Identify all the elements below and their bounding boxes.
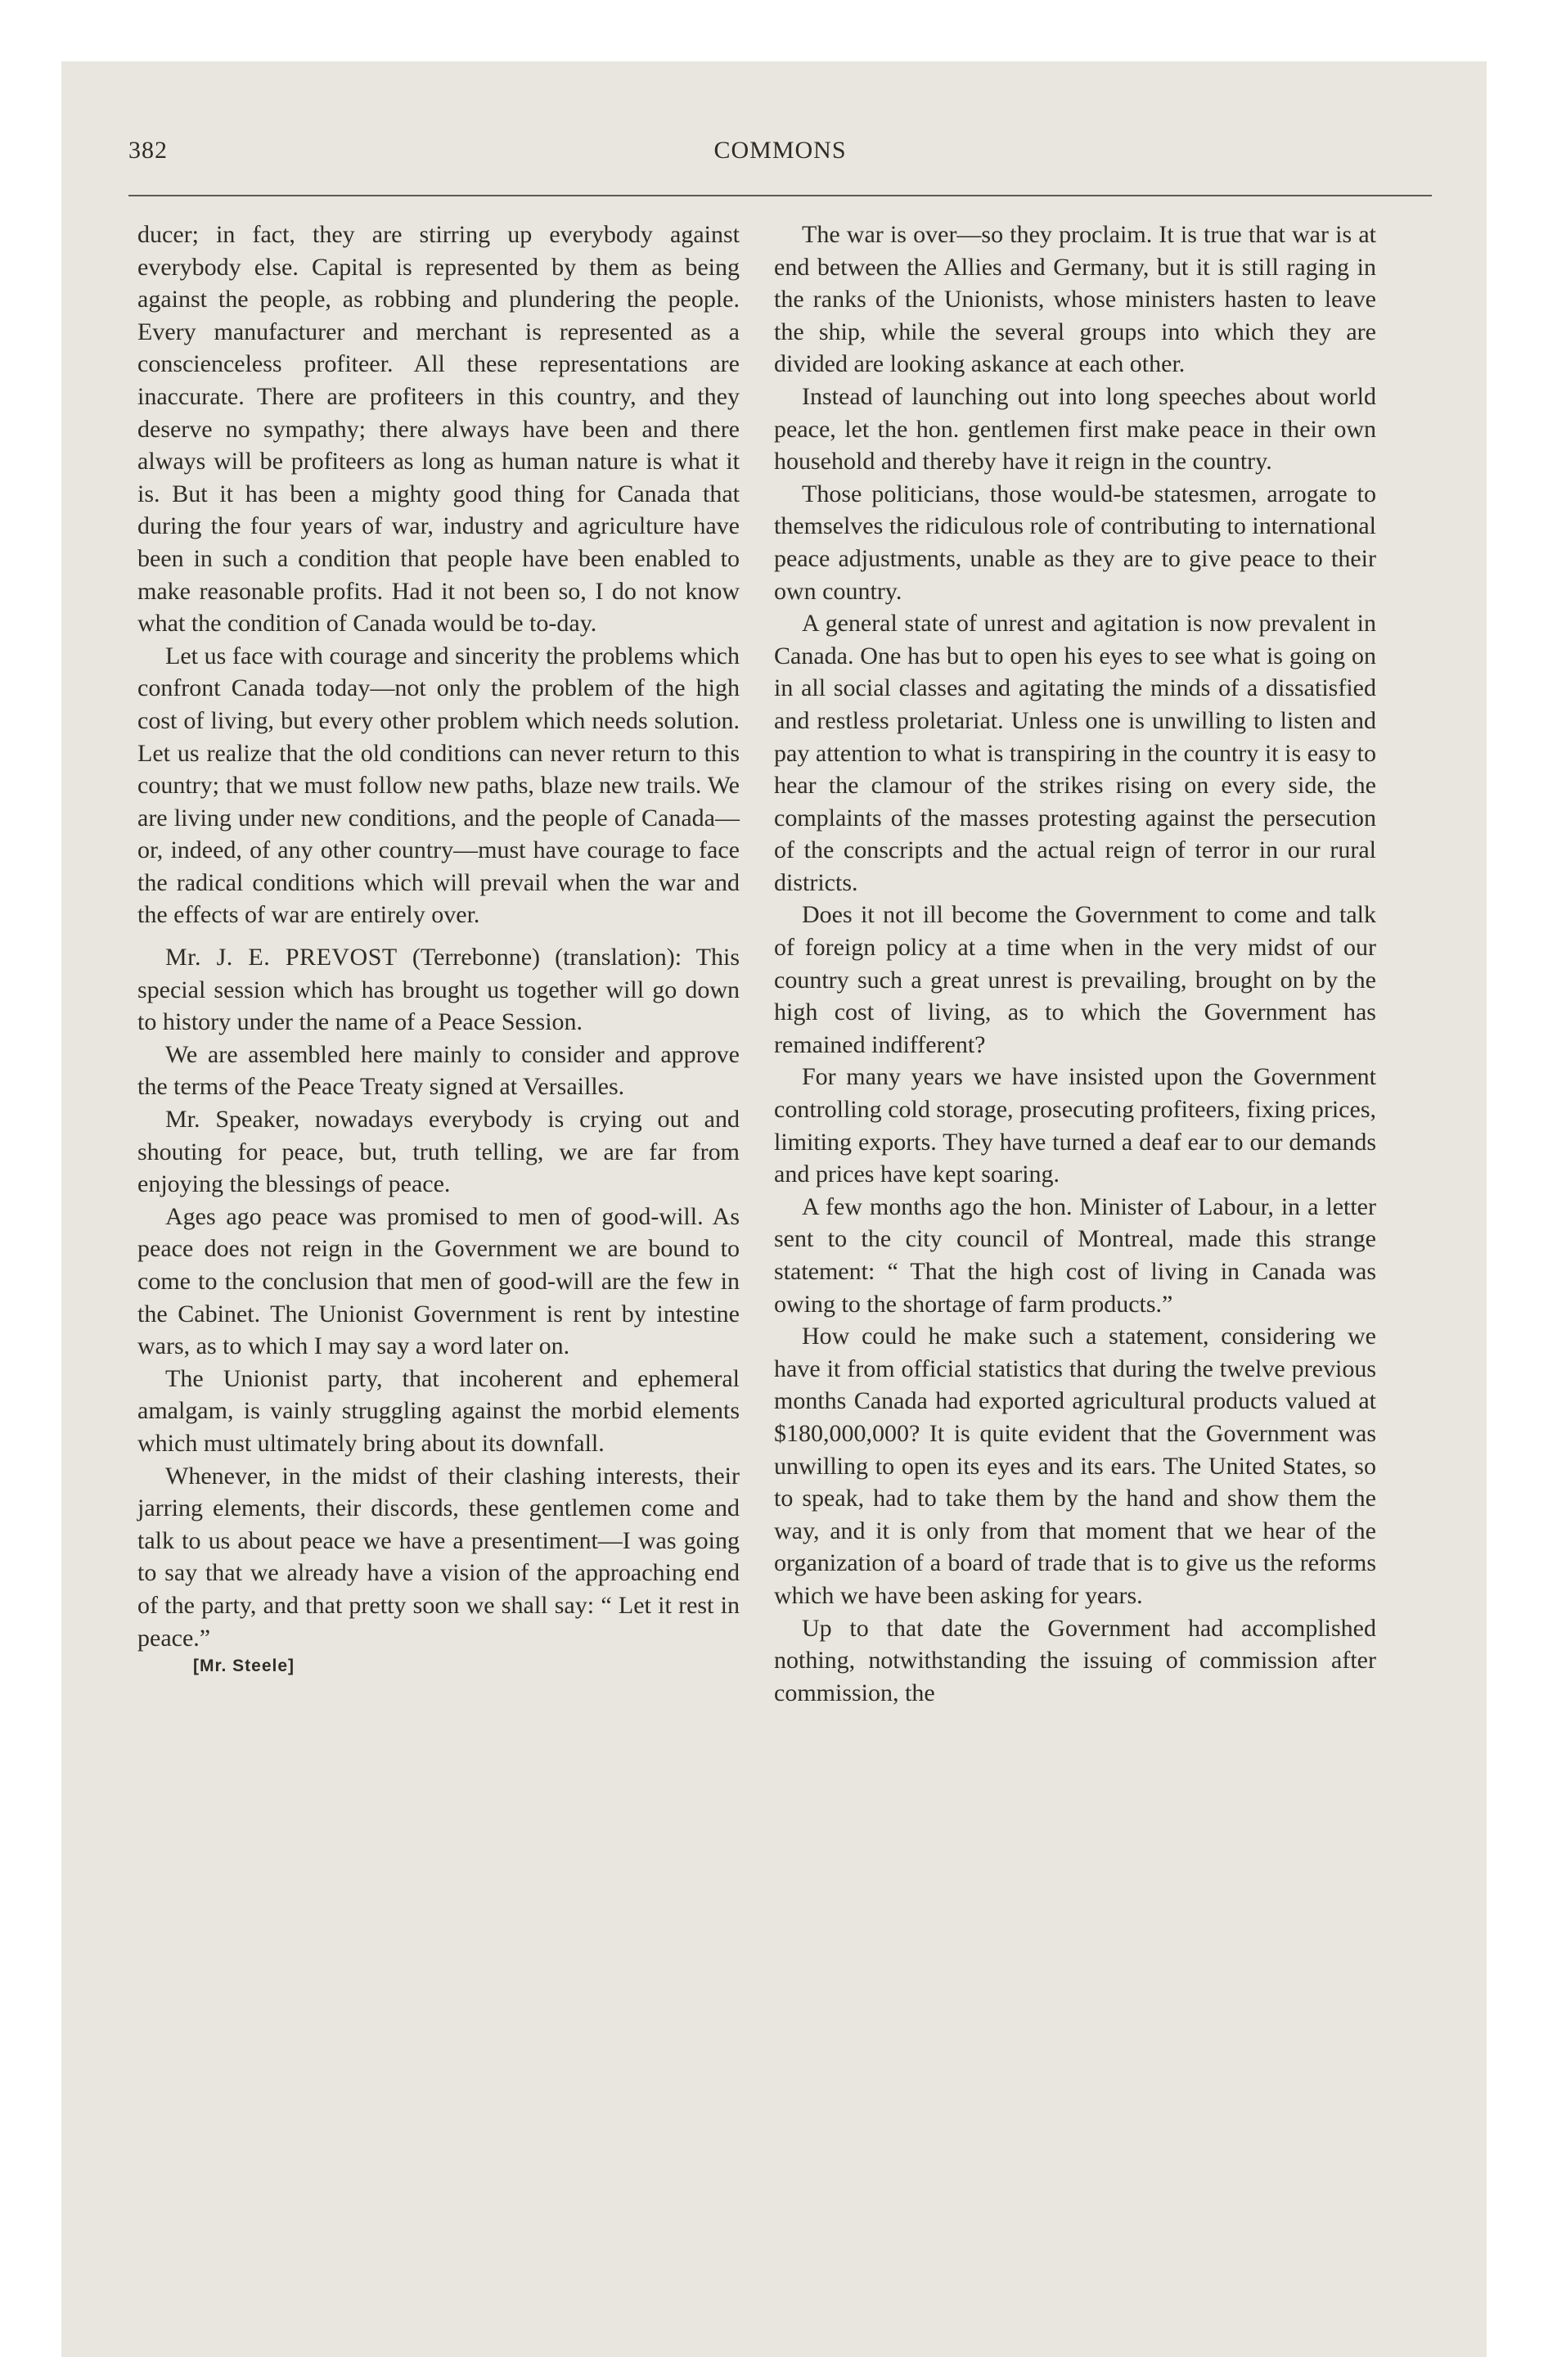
paragraph: Let us face with courage and sincerity the problems which confront Canada today—not only the problem of the high cost of living, but every other problem which needs solution. Let us realize that the old conditions can never return to this country; that we must follow new paths, blaze new trails. We are living under new conditions, and the people of Canada—or, indeed, of any other country—must have courage to face the radical conditions which will prevail when the war and the effects of war are entirely over. [137, 642, 740, 929]
page-number: 382 [128, 137, 168, 164]
running-head: COMMONS [713, 137, 847, 164]
paragraph: The war is over—so they proclaim. It is true that war is at end between the Allies and Germany, but it is still raging in the ranks of the Unionists, whose ministers hasten to leave the ship, while the several groups into which they are divided are looking askance at each other. [774, 221, 1376, 378]
header-rule [128, 195, 1432, 196]
paragraph: A few months ago the hon. Minister of Labour, in a letter sent to the city council of Montreal, made this strange statement: “ That the high cost of living in Canada was owing to the shortage of farm products.” [774, 1192, 1376, 1318]
footer-note: [Mr. Steele] [193, 1657, 295, 1676]
speech-opening [137, 941, 740, 1039]
paragraph: Does it not ill become the Government to come and talk of foreign policy at a time when in the very midst of our country such a great unrest is prevailing, brought on by the high cost of living, as to which the Government has remained indifferent? [774, 901, 1376, 1058]
paragraph: The Unionist party, that incoherent and ephemeral amalgam, is vainly struggling against the morbid elements which must ultimately bring about its downfall. [137, 1364, 740, 1457]
right-column [774, 219, 1376, 1709]
paragraph: Instead of launching out into long speeches about world peace, let the hon. gentlemen first make peace in their own household and thereby have it reign in the country. [774, 382, 1376, 476]
paragraph: Mr. Speaker, nowadays everybody is crying out and shouting for peace, but, truth telling, we are far from enjoying the blessings of peace. [137, 1106, 740, 1198]
paragraph: For many years we have insisted upon the Government controlling cold storage, prosecuting profiteers, fixing prices, limiting exports. They have turned a deaf ear to our demands and prices have kept soaring. [774, 1063, 1376, 1188]
paragraph: Up to that date the Government had accomplished nothing, notwithstanding the issuing of commission after commission, the [774, 1614, 1376, 1706]
left-column [137, 219, 740, 1679]
speech-intro: (Terrebonne) (translation): This special session which has brought us together will go down to history under the name of a Peace Session. [137, 944, 740, 1036]
paragraph: Whenever, in the midst of their clashing interests, their jarring elements, their discords, these gentlemen come and talk to us about peace we have a presentiment—I was going to say that we already have a vision of the approaching end of the party, and that pretty soon we shall say: “ Let it rest in peace.” [137, 1462, 740, 1652]
paragraph: ducer; in fact, they are stirring up everybody against everybody else. Capital is represented by them as being against the people, as robbing and plundering the people. Every manufacturer and merchant is represented as a conscienceless profiteer. All these representations are inaccurate. There are profiteers in this country, and they deserve no sympathy; there always have been and there always will be profiteers as long as human nature is what it is. But it has been a mighty good thing for Canada that during the four years of war, industry and agriculture have been in such a condition that people have been enabled to make reasonable profits. Had it not been so, I do not know what the condition of Canada would be to-day. [137, 221, 740, 638]
paragraph: Those politicians, those would-be statesmen, arrogate to themselves the ridiculous role of contributing to international peace adjustments, unable as they are to give peace to their own country. [774, 480, 1376, 605]
paragraph: Ages ago peace was promised to men of good-will. As peace does not reign in the Government we are bound to come to the conclusion that men of good-will are the few in the Cabinet. The Unionist Government is rent by intestine wars, as to which I may say a word later on. [137, 1202, 740, 1360]
paragraph: A general state of unrest and agitation is now prevalent in Canada. One has but to open his eyes to see what is going on in all social classes and agitating the minds of a dissatisfied and restless proletariat. Unless one is unwilling to listen and pay attention to what is transpiring in the country it is easy to hear the clamour of the strikes rising on every side, the complaints of the masses protesting against the persecution of the conscripts and the actual reign of terror in our rural districts. [774, 610, 1376, 896]
paragraph: We are assembled here mainly to consider and approve the terms of the Peace Treaty signed at Versailles. [137, 1040, 740, 1101]
page-header [128, 137, 1432, 176]
scanned-page [61, 61, 1487, 2357]
paragraph: How could he make such a statement, considering we have it from official statistics that during the twelve previous months Canada had exported agricultural products valued at $180,000,000? It is quite evident that the Government was unwilling to open its eyes and its ears. The United States, so to speak, had to take them by the hand and show them the way, and it is only from that moment that we hear of the organization of a board of trade that is to give us the reforms which we have been asking for years. [774, 1323, 1376, 1609]
speaker-name: Mr. J. E. PREVOST [165, 944, 398, 971]
